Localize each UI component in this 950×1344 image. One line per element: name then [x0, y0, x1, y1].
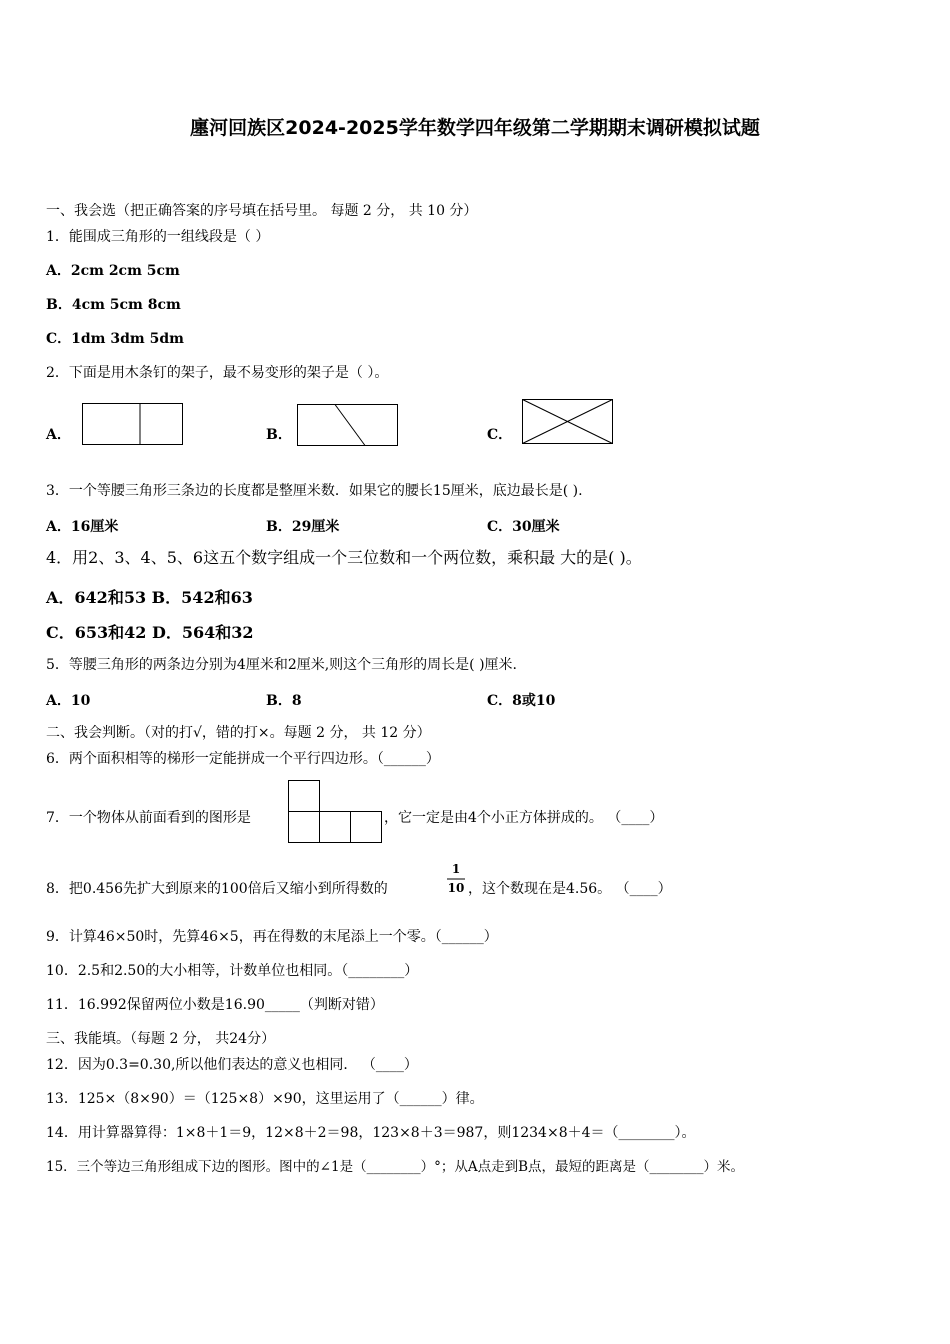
question-15: 15．三个等边三角形组成下边的图形。图中的∠1是（________）°；从A点走到B点，最短的距离是（________）米。: [46, 1159, 744, 1175]
question-1-option-c: C．1dm 3dm 5dm: [46, 331, 184, 347]
question-2-option-a: A．: [46, 427, 71, 443]
frame-a-figure: [82, 403, 184, 446]
section-1-heading: 一、我会选（把正确答案的序号填在括号里。 每题 2 分， 共 10 分）: [46, 203, 478, 219]
question-9: 9．计算46×50时，先算46×5，再在得数的末尾添上一个零。（______）: [46, 929, 498, 945]
section-2-heading: 二、我会判断。（对的打√，错的打×。每题 2 分， 共 12 分）: [46, 725, 431, 741]
question-3-option-c: C．30厘米: [487, 519, 560, 535]
question-1-option-a: A．2cm 2cm 5cm: [46, 263, 180, 279]
question-3-option-a: A．16厘米: [46, 519, 119, 535]
frame-b-figure: [297, 404, 399, 447]
question-4: 4．用2、3、4、5、6这五个数字组成一个三位数和一个两位数，乘积最 大的是( )。: [46, 548, 642, 567]
question-14: 14．用计算器算得：1×8＋1＝9，12×8＋2＝98，123×8＋3＝987，则1234×8＋4＝（________）。: [46, 1125, 696, 1141]
cube-front-view-figure: [288, 780, 382, 843]
fraction-numerator: 1: [451, 862, 461, 876]
question-5: 5．等腰三角形的两条边分别为4厘米和2厘米,则这个三角形的周长是( )厘米.: [46, 657, 517, 673]
question-10: 10．2.5和2.50的大小相等，计数单位也相同。（________）: [46, 963, 419, 979]
question-1-option-b: B．4cm 5cm 8cm: [46, 297, 181, 313]
page-title: 廛河回族区2024-2025学年数学四年级第二学期期末调研模拟试题: [190, 117, 760, 139]
question-4-options-cd: C．653和42 D．564和32: [46, 623, 254, 642]
question-12: 12．因为0.3=0.30,所以他们表达的意义也相同． （____）: [46, 1057, 418, 1073]
question-3: 3．一个等腰三角形三条边的长度都是整厘米数．如果它的腰长15厘米，底边最长是( ).: [46, 483, 583, 499]
question-13: 13．125×（8×90）＝（125×8）×90，这里运用了（______）律。: [46, 1091, 484, 1107]
question-8-prefix: 8．把0.456先扩大到原来的100倍后又缩小到所得数的: [46, 881, 388, 897]
question-5-option-a: A．10: [46, 693, 91, 709]
question-11: 11．16.992保留两位小数是16.90_____（判断对错）: [46, 997, 384, 1013]
question-2-option-c: C．: [487, 427, 513, 443]
question-1: 1．能围成三角形的一组线段是（ ）: [46, 229, 270, 245]
question-2: 2．下面是用木条钉的架子，最不易变形的架子是（ ）。: [46, 365, 389, 381]
question-5-option-c: C．8或10: [487, 693, 556, 709]
question-7-suffix: ，它一定是由4个小正方体拼成的。 （____）: [384, 810, 664, 826]
fraction-denominator: 10: [447, 881, 465, 895]
question-3-option-b: B．29厘米: [266, 519, 340, 535]
question-4-options-ab: A．642和53 B．542和63: [46, 588, 253, 607]
frame-c-figure: [522, 399, 614, 445]
question-6: 6．两个面积相等的梯形一定能拼成一个平行四边形。（______）: [46, 751, 440, 767]
question-8-suffix: ，这个数现在是4.56。 （____）: [468, 881, 672, 897]
question-7-prefix: 7．一个物体从前面看到的图形是: [46, 810, 251, 826]
question-2-option-b: B．: [266, 427, 292, 443]
question-5-option-b: B．8: [266, 693, 302, 709]
section-3-heading: 三、我能填。（每题 2 分， 共24分）: [46, 1031, 276, 1047]
fraction-bar: [447, 878, 465, 880]
